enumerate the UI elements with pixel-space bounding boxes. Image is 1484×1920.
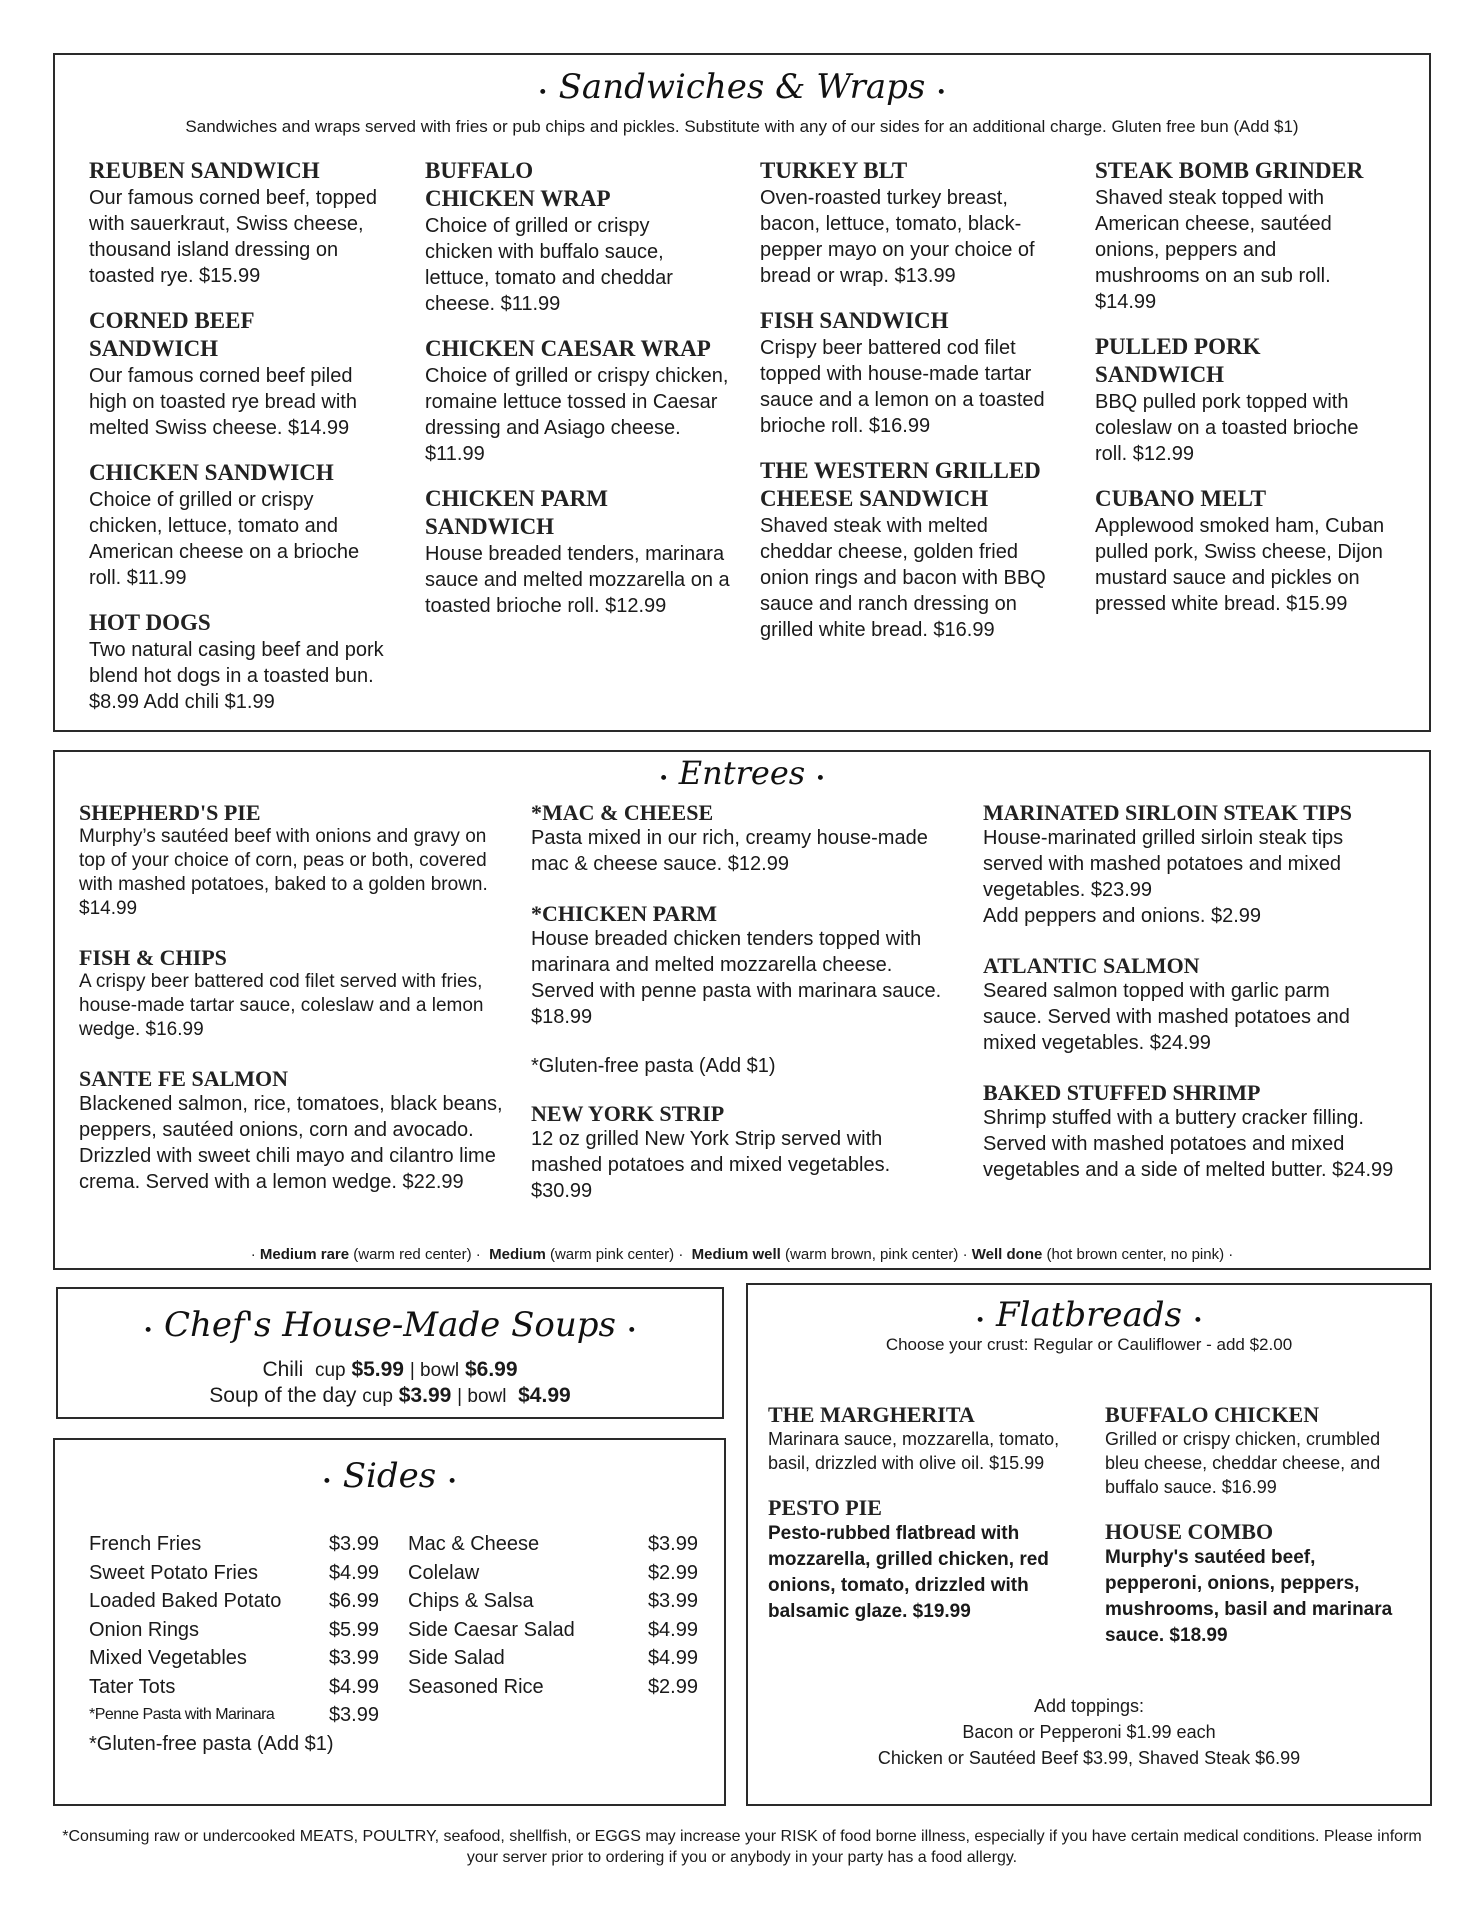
item-name: THE MARGHERITA xyxy=(768,1402,975,1427)
flatbreads-title: • Flatbreads • xyxy=(975,1295,1203,1335)
side-name: Sweet Potato Fries xyxy=(89,1561,258,1584)
item-description: Murphy’s sautéed beef with onions and gravy on top of your choice of corn, peas or both, covered with mashed potatoes, baked to a golden brown. $14.99 xyxy=(79,826,488,919)
side-item xyxy=(408,1587,698,1616)
toppings-line-1: Bacon or Pepperoni $1.99 each xyxy=(962,1722,1216,1742)
flatbreads-section xyxy=(746,1283,1432,1806)
item-name: PULLED PORK SANDWICH xyxy=(1095,334,1261,387)
side-name: French Fries xyxy=(89,1533,202,1555)
side-price: $3.99 xyxy=(328,1533,379,1555)
item-name: BUFFALO CHICKEN WRAP xyxy=(425,158,611,211)
item-name: *MAC & CHEESE xyxy=(531,800,714,825)
item-description: Two natural casing beef and pork blend hot dogs in a toasted bun. $8.99 Add chili $1.99 xyxy=(89,639,384,713)
toppings-line-2: Chicken or Sautéed Beef $3.99, Shaved Steak $6.99 xyxy=(877,1748,1301,1768)
menu-item xyxy=(983,1080,1413,1183)
item-description: 12 oz grilled New York Strip served with mashed potatoes and mixed vegetables. $30.99 xyxy=(531,1128,891,1202)
item-description: Choice of grilled or crispy chicken, lettuce, tomato and American cheese on a brioche roll. $11.99 xyxy=(89,489,360,589)
flatbread-column-1 xyxy=(768,1403,1088,1643)
menu-item xyxy=(89,609,404,715)
side-name: *Penne Pasta with Marinara xyxy=(89,1706,275,1723)
side-price: $3.99 xyxy=(328,1704,379,1726)
side-name: Colelaw xyxy=(408,1561,480,1584)
side-item xyxy=(89,1559,379,1588)
menu-item xyxy=(1095,157,1410,315)
item-name: FISH SANDWICH xyxy=(760,308,949,333)
menu-item xyxy=(425,485,740,619)
menu-item xyxy=(1105,1519,1425,1649)
item-name: HOUSE COMBO xyxy=(1105,1519,1274,1544)
side-item xyxy=(408,1673,698,1702)
menu-item xyxy=(89,459,404,591)
side-name: Seasoned Rice xyxy=(408,1675,544,1698)
sandwiches-subtitle: Sandwiches and wraps served with fries or pub chips and pickles. Substitute with any of our sides for an additional charge. Gluten free bun (Add $1) xyxy=(185,117,1299,136)
menu-item xyxy=(79,945,509,1042)
side-name: Mixed Vegetables xyxy=(89,1647,247,1669)
steak-doneness-legend: · Medium rare (warm red center) · Medium (warm pink center) · Medium well (warm brown, pink center) · Well done (hot brown center, no pink) · xyxy=(250,1246,1234,1263)
toppings-block xyxy=(748,1693,1430,1771)
side-item xyxy=(408,1530,698,1559)
side-item xyxy=(89,1673,379,1702)
menu-item xyxy=(531,901,961,1030)
menu-item xyxy=(760,307,1075,439)
side-item xyxy=(89,1644,379,1673)
side-price: $5.99 xyxy=(328,1618,379,1641)
item-description: Pesto-rubbed flatbread with mozzarella, grilled chicken, red onions, tomato, drizzled with balsamic glaze. $19.99 xyxy=(768,1523,1049,1622)
sandwich-column-2 xyxy=(425,157,740,637)
item-description: Blackened salmon, rice, tomatoes, black beans, peppers, sautéed onions, corn and avocado. Drizzled with sweet chili mayo and cilantro lime crema. Served with a lemon wedge. $22.99 xyxy=(79,1093,503,1193)
item-name: MARINATED SIRLOIN STEAK TIPS xyxy=(983,800,1352,825)
sandwiches-section xyxy=(53,53,1431,732)
item-name: CHICKEN SANDWICH xyxy=(89,460,334,485)
sandwich-column-4 xyxy=(1095,157,1410,635)
item-name: FISH & CHIPS xyxy=(79,945,227,970)
side-item xyxy=(408,1616,698,1645)
item-description: Choice of grilled or crispy chicken with buffalo sauce, lettuce, tomato and cheddar cheese. $11.99 xyxy=(425,215,673,315)
item-description: Shaved steak with melted cheddar cheese, golden fried onion rings and bacon with BBQ sauce and ranch dressing on grilled white bread. $16.99 xyxy=(760,515,1046,641)
menu-item xyxy=(89,157,404,289)
item-description: Grilled or crispy chicken, crumbled bleu cheese, cheddar cheese, and buffalo sauce. $16.99 xyxy=(1105,1429,1381,1497)
sides-section xyxy=(53,1438,726,1806)
food-safety-disclaimer: *Consuming raw or undercooked MEATS, POULTRY, seafood, shellfish, or EGGS may increase your RISK of food borne illness, especially if you have certain medical conditions. Please inform your server prior to ordering if you or anybody in your party has a food allergy. xyxy=(62,1828,1422,1866)
item-name: ATLANTIC SALMON xyxy=(983,953,1200,978)
side-price: $3.99 xyxy=(647,1533,698,1555)
flatbreads-crust-note: Choose your crust: Regular or Cauliflower - add $2.00 xyxy=(885,1335,1293,1354)
side-name: Onion Rings xyxy=(89,1618,200,1641)
item-name: NEW YORK STRIP xyxy=(531,1101,725,1126)
menu-item xyxy=(425,157,740,317)
entree-column-3 xyxy=(983,800,1413,1201)
side-item xyxy=(408,1559,698,1588)
item-description: House-marinated grilled sirloin steak tips served with mashed potatoes and mixed vegetables. $23.99 xyxy=(983,827,1344,901)
side-price: $4.99 xyxy=(328,1561,379,1584)
side-price: $4.99 xyxy=(328,1675,379,1698)
sides-left-list xyxy=(89,1530,379,1758)
menu-item xyxy=(1095,485,1410,617)
side-item xyxy=(89,1701,379,1730)
soup-of-day-line: Soup of the day cup $3.99 | bowl $4.99 xyxy=(209,1384,571,1407)
item-description: A crispy beer battered cod filet served with fries, house-made tartar sauce, coleslaw and a lemon wedge. $16.99 xyxy=(79,971,484,1040)
side-item xyxy=(89,1530,379,1559)
item-name: BUFFALO CHICKEN xyxy=(1105,1402,1320,1427)
item-description: Our famous corned beef, topped with sauerkraut, Swiss cheese, thousand island dressing on toasted rye. $15.99 xyxy=(89,187,377,287)
item-description: Pasta mixed in our rich, creamy house-made mac & cheese sauce. $12.99 xyxy=(531,827,928,875)
item-name: PESTO PIE xyxy=(768,1495,882,1520)
item-description: BBQ pulled pork topped with coleslaw on a toasted brioche roll. $12.99 xyxy=(1095,391,1359,465)
menu-item xyxy=(531,800,961,877)
item-description: Shaved steak topped with American cheese, sautéed onions, peppers and mushrooms on an sub roll. $14.99 xyxy=(1095,187,1332,313)
item-name: BAKED STUFFED SHRIMP xyxy=(983,1080,1261,1105)
menu-item xyxy=(79,1066,509,1195)
side-price: $3.99 xyxy=(647,1590,698,1612)
item-description: Murphy's sautéed beef, pepperoni, onions, peppers, mushrooms, basil and marinara sauce. $18.99 xyxy=(1105,1547,1393,1646)
item-description: Shrimp stuffed with a buttery cracker filling. Served with mashed potatoes and mixed vegetables and a side of melted butter. $24.99 xyxy=(983,1107,1394,1181)
side-item xyxy=(408,1644,698,1673)
sandwiches-title: • Sandwiches & Wraps • xyxy=(537,67,947,107)
item-description: Our famous corned beef piled high on toasted rye bread with melted Swiss cheese. $14.99 xyxy=(89,365,357,439)
item-description: Crispy beer battered cod filet topped with house-made tartar sauce and a lemon on a toasted brioche roll. $16.99 xyxy=(760,337,1045,437)
side-gluten-free-note: *Gluten-free pasta (Add $1) xyxy=(89,1732,334,1755)
menu-item xyxy=(89,307,404,441)
item-name: TURKEY BLT xyxy=(760,158,908,183)
menu-item xyxy=(1095,333,1410,467)
menu-item xyxy=(1105,1403,1425,1499)
item-name: CHICKEN CAESAR WRAP xyxy=(425,336,711,361)
menu-item xyxy=(425,335,740,467)
side-price: $4.99 xyxy=(647,1647,698,1669)
gluten-free-note: *Gluten-free pasta (Add $1) xyxy=(531,1055,776,1077)
item-name: THE WESTERN GRILLED CHEESE SANDWICH xyxy=(760,458,1041,511)
side-price: $6.99 xyxy=(328,1590,379,1612)
side-name: Tater Tots xyxy=(89,1675,176,1698)
chili-line: Chili cup $5.99 | bowl $6.99 xyxy=(262,1358,518,1381)
side-price: $2.99 xyxy=(647,1561,698,1584)
entree-column-2 xyxy=(531,800,961,1222)
menu-item xyxy=(768,1403,1088,1475)
sandwich-column-3 xyxy=(760,157,1075,661)
menu-item xyxy=(531,1101,961,1204)
item-description: Choice of grilled or crispy chicken, romaine lettuce tossed in Caesar dressing and Asiago cheese. $11.99 xyxy=(425,365,729,465)
item-extra: Add peppers and onions. $2.99 xyxy=(983,905,1261,927)
item-name: SANTE FE SALMON xyxy=(79,1066,289,1091)
item-description: House breaded tenders, marinara sauce and melted mozzarella on a toasted brioche roll. $12.99 xyxy=(425,543,730,617)
menu-item xyxy=(768,1495,1088,1625)
side-price: $4.99 xyxy=(647,1618,698,1641)
side-name: Mac & Cheese xyxy=(408,1533,540,1555)
side-price: $2.99 xyxy=(647,1675,698,1698)
item-name: *CHICKEN PARM xyxy=(531,901,717,926)
side-name: Loaded Baked Potato xyxy=(89,1590,282,1612)
soups-title: • Chef's House-Made Soups • xyxy=(143,1305,637,1345)
item-name: SHEPHERD'S PIE xyxy=(79,800,261,825)
side-item xyxy=(89,1587,379,1616)
item-name: CUBANO MELT xyxy=(1095,486,1267,511)
side-price: $3.99 xyxy=(328,1647,379,1669)
side-name: Side Salad xyxy=(408,1647,505,1669)
toppings-title: Add toppings: xyxy=(1033,1696,1145,1716)
item-description: Applewood smoked ham, Cuban pulled pork, Swiss cheese, Dijon mustard sauce and pickles on pressed white bread. $15.99 xyxy=(1095,515,1385,615)
menu-item xyxy=(760,157,1075,289)
sides-right-list xyxy=(408,1530,698,1701)
item-description: House breaded chicken tenders topped with marinara and melted mozzarella cheese. Served with penne pasta with marinara sauce. $18.99 xyxy=(531,928,942,1028)
entrees-section xyxy=(53,750,1431,1270)
menu-item xyxy=(983,953,1413,1056)
item-description: Oven-roasted turkey breast, bacon, lettuce, tomato, black-pepper mayo on your choice of bread or wrap. $13.99 xyxy=(760,187,1035,287)
menu-item xyxy=(79,800,509,921)
side-name: Chips & Salsa xyxy=(408,1590,534,1612)
item-name: HOT DOGS xyxy=(89,610,211,635)
item-name: CHICKEN PARM SANDWICH xyxy=(425,486,608,539)
item-name: REUBEN SANDWICH xyxy=(89,158,320,183)
item-name: CORNED BEEF SANDWICH xyxy=(89,308,254,361)
sides-title: • Sides • xyxy=(321,1456,458,1496)
soups-section xyxy=(56,1287,724,1419)
item-name: STEAK BOMB GRINDER xyxy=(1095,158,1364,183)
menu-item xyxy=(760,457,1075,643)
side-item xyxy=(89,1616,379,1645)
item-description: Marinara sauce, mozzarella, tomato, basil, drizzled with olive oil. $15.99 xyxy=(768,1429,1060,1473)
item-description: Seared salmon topped with garlic parm sauce. Served with mashed potatoes and mixed vegetables. $24.99 xyxy=(983,980,1350,1054)
entree-column-1 xyxy=(79,800,509,1213)
entrees-title: • Entrees • xyxy=(658,754,826,792)
menu-item xyxy=(983,800,1413,929)
sandwich-column-1 xyxy=(89,157,404,733)
flatbread-column-2 xyxy=(1105,1403,1425,1667)
side-name: Side Caesar Salad xyxy=(408,1618,575,1641)
